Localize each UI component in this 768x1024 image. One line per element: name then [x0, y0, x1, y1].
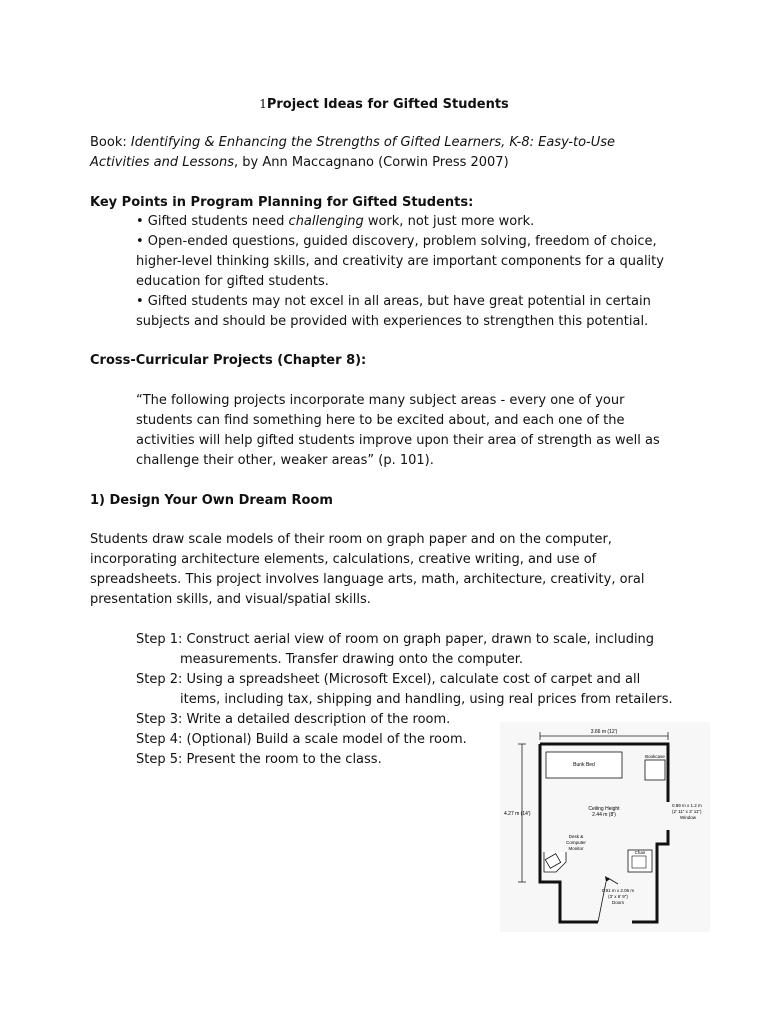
bullet-1: • Gifted students need challenging work, not just more work.	[136, 214, 535, 229]
ceiling-height-value: 2.44 m (8')	[592, 812, 616, 818]
width-label: 3.66 m (12')	[590, 729, 618, 735]
window-label: Window	[680, 815, 697, 820]
key-points-list	[136, 212, 676, 332]
project-1-heading: 1) Design Your Own Dream Room	[90, 493, 333, 508]
book-title-line2: Activities and Lessons	[90, 155, 235, 170]
floor-plan-diagram	[500, 722, 710, 932]
book-label: Book:	[90, 135, 131, 150]
desk-label-2: Computer	[566, 840, 586, 845]
bullet-3-line2: subjects and should be provided with experiences to strengthen this potential.	[136, 314, 649, 329]
bookcase-label: Bookcase	[645, 754, 665, 759]
project-1-description: Students draw scale models of their room on graph paper and on the computer, incorporating architecture elements, calculations, creative writing, and use of spreadsheets. This project involves language arts, math, architecture, creativity, oral presentation skills, and visual/spatial skills.	[90, 532, 645, 607]
bookcase	[645, 760, 665, 780]
book-citation	[90, 133, 690, 173]
bullet-2-line3: education for gifted students.	[136, 274, 329, 289]
book-title-line1: Identifying & Enhancing the Strengths of Gifted Learners, K-8: Easy-to-Use	[130, 135, 616, 150]
height-label: 4.27 m (14')	[504, 811, 531, 817]
door-size-metric: 0.91 m x 2.06 m	[601, 888, 635, 893]
desk-label-1: Desk &	[568, 834, 584, 839]
step-1-cont: measurements. Transfer drawing onto the computer.	[180, 652, 524, 667]
step-2-cont: items, including tax, shipping and handling, using real prices from retailers.	[180, 692, 673, 707]
step-5: Step 5: Present the room to the class.	[136, 752, 382, 767]
bullet-2-line1: • Open-ended questions, guided discovery, problem solving, freedom of choice,	[136, 234, 657, 249]
step-4: Step 4: (Optional) Build a scale model of the room.	[136, 732, 467, 747]
key-points-heading: Key Points in Program Planning for Gifted Students:	[90, 195, 474, 210]
desk-label-3: Monitor	[568, 846, 584, 851]
bullet-3-line1: • Gifted students may not excel in all areas, but have great potential in certain	[136, 294, 651, 309]
bunk-bed-label: Bunk Bed	[573, 762, 595, 768]
door-label: Doors	[611, 900, 625, 905]
door-size-imperial: (3' x 6' 9")	[608, 894, 628, 899]
quote-block: “The following projects incorporate many subject areas - every one of your students can find something here to be excited about, and each one of the activities will help gifted students improve upon their area of strength as well as challenge their other, weaker areas” (p. 101).	[136, 393, 660, 468]
step-2: Step 2: Using a spreadsheet (Microsoft Excel), calculate cost of carpet and all	[136, 672, 641, 687]
cross-curricular-heading: Cross-Curricular Projects (Chapter 8):	[90, 353, 367, 368]
ceiling-height-label: Ceiling Height	[588, 806, 620, 812]
footnote-marker: 1	[259, 97, 267, 111]
book-author: , by Ann Maccagnano (Corwin Press 2007)	[234, 155, 509, 170]
window-size-metric: 0.89 m x 1.2 m	[672, 803, 702, 808]
document-title	[0, 94, 768, 115]
title-text: Project Ideas for Gifted Students	[266, 97, 509, 112]
step-3: Step 3: Write a detailed description of the room.	[136, 712, 451, 727]
step-1: Step 1: Construct aerial view of room on graph paper, drawn to scale, including	[136, 632, 655, 647]
chair-label: Chair	[634, 850, 646, 855]
bullet-2-line2: higher-level thinking skills, and creativity are important components for a quality	[136, 254, 664, 269]
window-size-imperial: (2' 11" x 3' 11")	[672, 809, 702, 814]
